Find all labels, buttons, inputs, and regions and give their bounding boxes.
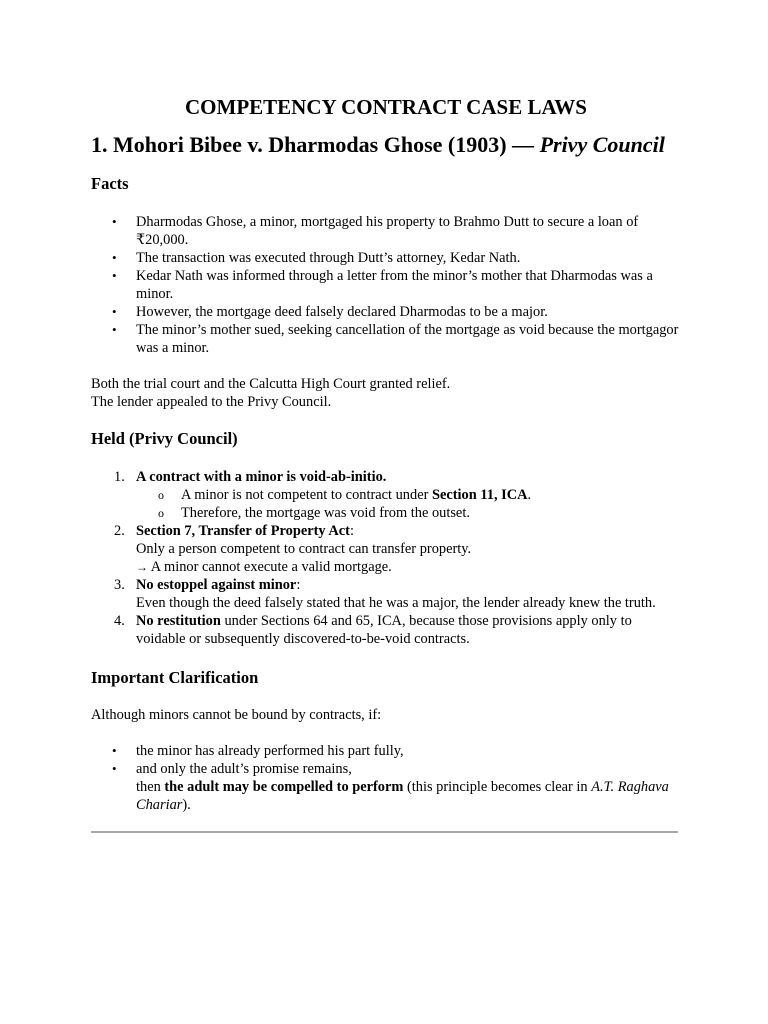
held-item-number: 3. [114, 577, 125, 593]
held-item-number: 2. [114, 523, 125, 539]
held-item-3-text: Even though the deed falsely stated that he was a major, the lender already knew the truth. [136, 595, 656, 611]
clarification-item [91, 760, 681, 814]
held-item-number: 1. [114, 469, 125, 485]
facts-item: • The minor’s mother sued, seeking cancellation of the mortgage as void because the mortgagor was a minor. [91, 321, 681, 357]
facts-item: • Kedar Nath was informed through a letter from the minor’s mother that Dharmodas was a minor. [91, 267, 681, 303]
clarification-then-bold: the adult may be compelled to perform [164, 779, 404, 795]
held-item-2-consequence: A minor cannot execute a valid mortgage. [148, 559, 392, 575]
held-item-2-text: Only a person competent to contract can transfer property. [136, 541, 472, 557]
held-subitem [136, 486, 681, 504]
held-item-4-title: No restitution [136, 613, 221, 629]
held-subitem-section: Section 11, ICA [431, 487, 528, 503]
clarification-then-mid: (this principle becomes clear in [403, 779, 592, 795]
document-title: COMPETENCY CONTRACT CASE LAWS [185, 95, 587, 119]
held-item-1-title: A contract with a minor is void-ab-initio. [136, 469, 387, 485]
case-heading-main: 1. Mohori Bibee v. Dharmodas Ghose (1903) — [91, 132, 540, 157]
case-heading-court: Privy Council [539, 132, 665, 157]
clarification-then: then [136, 779, 165, 795]
held-item-colon: : [349, 523, 354, 539]
arrow-icon: → [136, 560, 148, 574]
held-item-2 [91, 522, 681, 576]
held-item-3-title: No estoppel against minor [136, 577, 297, 593]
held-subitem-end: . [527, 487, 532, 503]
held-list [91, 468, 681, 648]
held-item-1 [91, 468, 681, 522]
clarification-heading: Important Clarification [91, 668, 259, 687]
held-item-colon: : [296, 577, 301, 593]
horizontal-rule [91, 831, 678, 833]
held-subitem-text: A minor is not competent to contract under [181, 487, 432, 503]
facts-paragraph-courts: Both the trial court and the Calcutta High Court granted relief. [91, 376, 451, 392]
facts-paragraph-appeal: The lender appealed to the Privy Council. [91, 394, 332, 410]
held-item-4 [91, 612, 681, 648]
facts-item: • However, the mortgage deed falsely declared Dharmodas to be a major. [91, 303, 681, 321]
clarification-item: • the minor has already performed his part fully, [91, 742, 681, 760]
held-item-4-text: under Sections 64 and 65, ICA, because those provisions apply only to voidable or subsequently discovered-to-be-void contracts. [136, 613, 632, 647]
held-item-3 [91, 576, 681, 612]
clarification-case-citation: A.T. Raghava Chariar [136, 779, 669, 813]
clarification-item-text: and only the adult’s promise remains, [136, 761, 352, 777]
facts-list [91, 213, 681, 357]
held-subitem: o Therefore, the mortgage was void from the outset. [136, 504, 681, 522]
clarification-list [91, 742, 681, 814]
facts-item: • Dharmodas Ghose, a minor, mortgaged his property to Brahmo Dutt to secure a loan of ₹20,000. [91, 213, 681, 249]
held-item-number: 4. [114, 613, 125, 629]
clarification-then-end: ). [182, 797, 191, 813]
facts-heading: Facts [91, 174, 129, 193]
facts-item: • The transaction was executed through Dutt’s attorney, Kedar Nath. [91, 249, 681, 267]
held-heading: Held (Privy Council) [91, 429, 238, 448]
clarification-intro: Although minors cannot be bound by contracts, if: [91, 707, 382, 723]
held-item-1-sublist [136, 486, 681, 522]
case-heading [91, 131, 681, 158]
held-item-2-title: Section 7, Transfer of Property Act [136, 523, 350, 539]
document-body [91, 93, 681, 833]
